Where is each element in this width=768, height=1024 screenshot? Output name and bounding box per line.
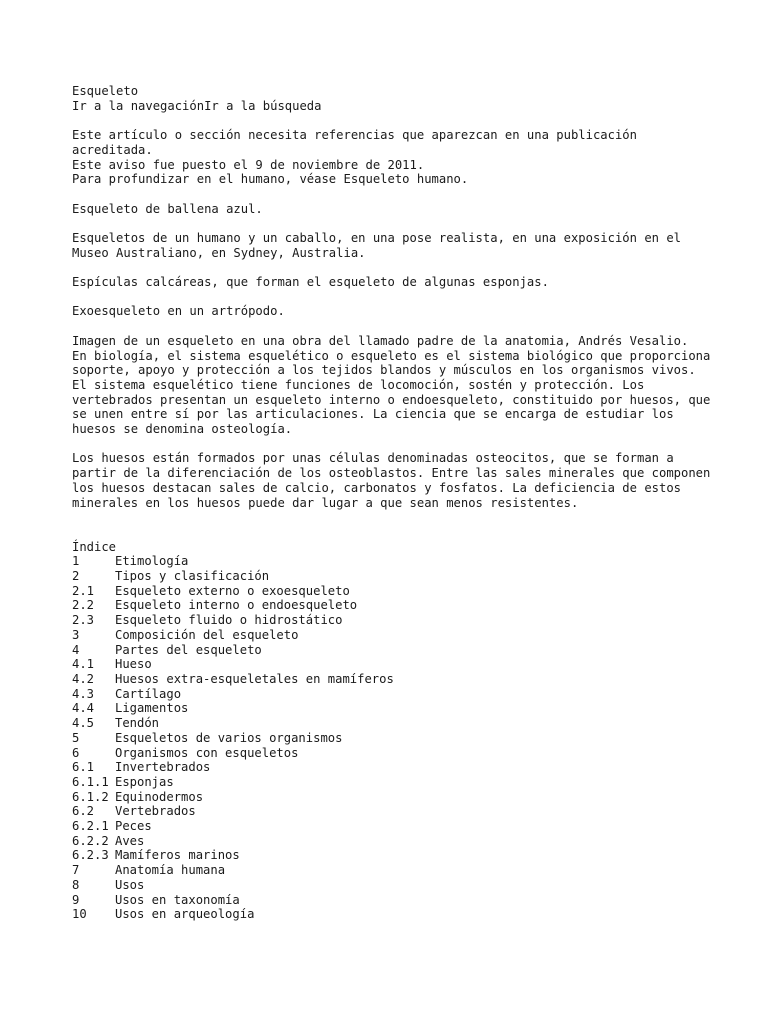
toc-item[interactable] (72, 628, 712, 643)
spacer (72, 260, 712, 275)
document-body (72, 84, 718, 922)
toc-item-title[interactable]: Esqueleto fluido o hidrostático (115, 613, 343, 628)
image-caption: Esqueletos de un humano y un caballo, en una pose realista, en una exposición en el Museo Australiano, en Sydney, Australia. (72, 230, 689, 260)
toc-item-title[interactable]: Aves (115, 833, 145, 848)
toc-item-number: 7 (72, 863, 80, 878)
toc-item-number: 5 (72, 730, 80, 745)
toc-item-number: 6.2.2 (72, 833, 109, 848)
toc-item-number: 4.2 (72, 672, 95, 686)
spacer (72, 290, 712, 305)
toc-item-number: 6.2.1 (72, 819, 109, 834)
toc-item-number: 1 (72, 554, 80, 569)
spacer (72, 113, 712, 128)
toc-item[interactable] (72, 790, 712, 805)
toc-item[interactable] (72, 569, 712, 584)
toc-item-number: 2.2 (72, 598, 95, 613)
table-of-contents (72, 554, 712, 922)
toc-item[interactable] (72, 848, 712, 863)
toc-item[interactable] (72, 701, 712, 716)
toc-item-number: 9 (72, 892, 80, 907)
toc-item-title[interactable]: Cartílago (115, 686, 182, 701)
notice-date: Este aviso fue puesto el 9 de noviembre de 2011. (72, 157, 425, 172)
toc-item[interactable] (72, 584, 712, 599)
toc-item-title[interactable]: Composición del esqueleto (115, 627, 299, 642)
skip-links (72, 99, 712, 114)
image-caption: Esqueleto de ballena azul. (72, 201, 263, 216)
toc-item-number: 4.4 (72, 701, 95, 716)
toc-item-number: 4.3 (72, 686, 95, 701)
toc-item-title[interactable]: Vertebrados (115, 804, 196, 819)
toc-item-number: 2.3 (72, 613, 95, 628)
toc-item[interactable] (72, 746, 712, 761)
toc-item[interactable] (72, 907, 712, 922)
image-caption: Imagen de un esqueleto en una obra del llamado padre de la anatomia, Andrés Vesalio. (72, 333, 689, 348)
toc-item-number: 6.1.2 (72, 789, 109, 804)
toc-item[interactable] (72, 716, 712, 731)
references-notice: Este artículo o sección necesita referencias que aparezcan en una publicación acreditada. (72, 128, 645, 157)
toc-item-title[interactable]: Esqueleto externo o exoesqueleto (115, 583, 350, 598)
toc-item-title[interactable]: Usos (115, 877, 145, 892)
toc-heading: Índice (72, 539, 117, 554)
toc-item[interactable] (72, 893, 712, 908)
toc-item[interactable] (72, 643, 712, 658)
toc-item-number: 4.1 (72, 657, 95, 672)
toc-item[interactable] (72, 687, 712, 702)
image-caption: Espículas calcáreas, que forman el esqueleto de algunas esponjas. (72, 275, 549, 290)
toc-item-title[interactable]: Usos en arqueología (115, 907, 255, 922)
toc-item-title[interactable]: Mamíferos marinos (115, 848, 240, 863)
toc-item-title[interactable]: Etimología (115, 554, 189, 569)
toc-item-title[interactable]: Peces (115, 819, 152, 834)
toc-item[interactable] (72, 834, 712, 849)
toc-item-number: 2.1 (72, 583, 95, 598)
spacer (72, 216, 712, 231)
body-paragraph: Los huesos están formados por unas células denominadas osteocitos, que se forman a partir de la diferenciación de los osteoblastos. Entre las sales minerales que componen los huesos destacan sales de calcio, carbonatos y fosfatos. La deficiencia de estos minerales en los huesos puede dar lugar a que sean menos resistentes. (72, 451, 718, 510)
toc-item-title[interactable]: Anatomía humana (115, 863, 226, 878)
spacer (72, 437, 712, 452)
toc-item[interactable] (72, 554, 712, 569)
toc-item-title[interactable]: Ligamentos (115, 701, 189, 716)
spacer (72, 187, 712, 202)
toc-item[interactable] (72, 819, 712, 834)
toc-item-number: 6 (72, 745, 80, 760)
toc-item-title[interactable]: Organismos con esqueletos (115, 745, 299, 760)
toc-item[interactable] (72, 731, 712, 746)
toc-item[interactable] (72, 775, 712, 790)
toc-item-number: 4.5 (72, 716, 95, 731)
page-title: Esqueleto (72, 84, 139, 98)
toc-item-number: 6.2 (72, 804, 95, 819)
go-to-navigation-link[interactable]: Ir a la navegación (72, 98, 205, 113)
toc-item-title[interactable]: Usos en taxonomía (115, 892, 240, 907)
toc-item-number: 6.2.3 (72, 848, 109, 863)
spacer (72, 510, 712, 539)
toc-item-title[interactable]: Tendón (115, 716, 160, 731)
intro-paragraph: En biología, el sistema esquelético o esqueleto es el sistema biológico que proporciona soporte, apoyo y protección a los tejidos blandos y músculos en los organismos vivos. El sistema esquelético tiene funciones de locomoción, sostén y protección. Los vertebrados presentan un esqueleto interno o endoesqueleto, constituido por huesos, que se unen entre sí por las articulaciones. La ciencia que se encarga de estudiar los huesos se denomina osteología. (72, 348, 718, 437)
toc-item-title[interactable]: Partes del esqueleto (115, 642, 262, 657)
toc-item-number: 2 (72, 569, 80, 584)
toc-item[interactable] (72, 657, 712, 672)
toc-item-title[interactable]: Esqueletos de varios organismos (115, 730, 343, 745)
spacer (72, 319, 712, 334)
toc-item-title[interactable]: Equinodermos (115, 789, 204, 804)
go-to-search-link[interactable]: Ir a la búsqueda (204, 98, 322, 113)
toc-item[interactable] (72, 613, 712, 628)
toc-item-title[interactable]: Esponjas (115, 774, 174, 789)
toc-item[interactable] (72, 760, 712, 775)
toc-item-number: 4 (72, 642, 80, 657)
toc-item-title[interactable]: Invertebrados (115, 760, 211, 775)
toc-item-number: 8 (72, 877, 80, 892)
toc-item-number: 10 (72, 907, 87, 922)
toc-item-title[interactable]: Tipos y clasificación (115, 569, 270, 584)
toc-item-number: 3 (72, 627, 80, 642)
toc-item[interactable] (72, 598, 712, 613)
see-also-note: Para profundizar en el humano, véase Esqueleto humano. (72, 172, 469, 187)
toc-item-title[interactable]: Huesos extra-esqueletales en mamíferos (115, 672, 394, 686)
toc-item-title[interactable]: Esqueleto interno o endoesqueleto (115, 598, 358, 613)
toc-item-number: 6.1.1 (72, 774, 109, 789)
toc-item[interactable] (72, 878, 712, 893)
toc-item[interactable] (72, 804, 712, 819)
image-caption: Exoesqueleto en un artrópodo. (72, 304, 285, 319)
toc-item[interactable] (72, 672, 712, 687)
toc-item[interactable] (72, 863, 712, 878)
toc-item-title[interactable]: Hueso (115, 657, 152, 672)
toc-item-number: 6.1 (72, 760, 95, 775)
